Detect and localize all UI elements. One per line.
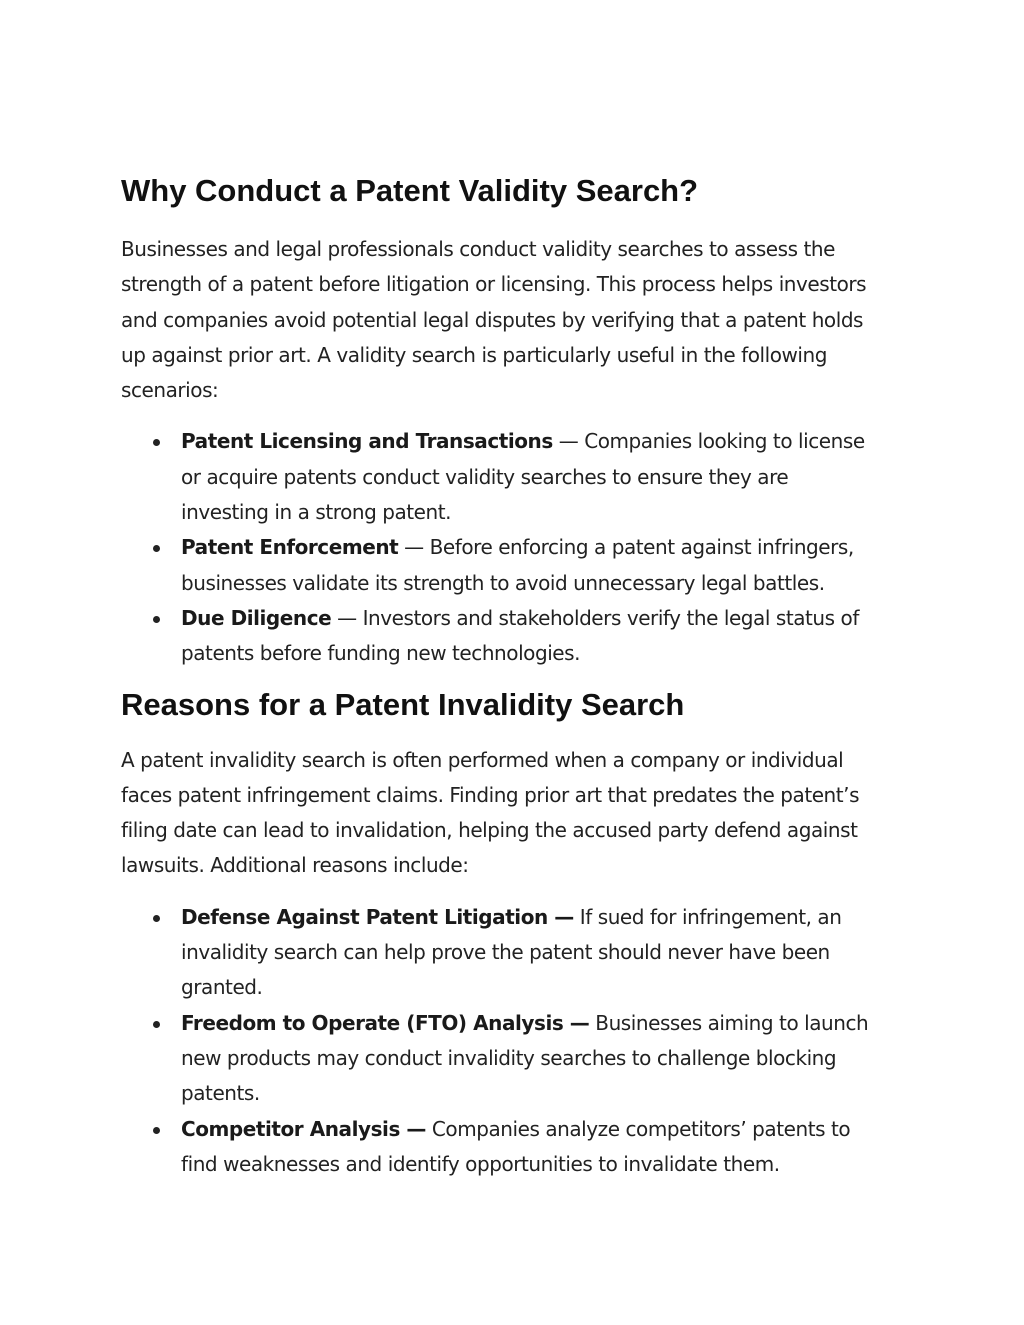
- paragraph-invalidity-intro: A patent invalidity search is often performed when a company or individual faces patent infringement claims. Finding prior art that predates the patent’s filing date can lead to invalidation, helping the accused party defend against lawsuits. Additional reasons include:: [121, 747, 860, 878]
- list-item: [121, 1112, 881, 1183]
- invalidity-reasons-list: [121, 900, 881, 1182]
- list-item-text: If sued for infringement, an invalidity search can help prove the patent should never have been granted.: [181, 904, 842, 1000]
- list-item-text: Investors and stakeholders verify the legal status of patents before funding new technologies.: [181, 605, 859, 666]
- validity-scenarios-list: [121, 424, 881, 671]
- section-title-invalidity-search: Reasons for a Patent Invalidity Search: [121, 686, 685, 722]
- list-item: [121, 530, 881, 601]
- list-item-text: Companies analyze competitors’ patents to find weaknesses and identify opportunities to invalidate them.: [181, 1116, 851, 1176]
- list-item: [121, 601, 881, 672]
- list-item-separator: —: [398, 535, 430, 560]
- list-item-text: Businesses aiming to launch new products may conduct invalidity searches to challenge blocking patents.: [181, 1010, 869, 1106]
- list-item: [121, 424, 881, 530]
- list-item-term: Patent Licensing and Transactions: [181, 429, 553, 454]
- list-item-term: Due Diligence: [181, 605, 332, 630]
- list-item-term: Defense Against Patent Litigation —: [181, 904, 574, 929]
- list-item: [121, 1006, 881, 1112]
- list-item-separator: —: [331, 605, 363, 630]
- bullet-dot-icon: [153, 915, 160, 922]
- list-item-text: Companies looking to license or acquire patents conduct validity searches to ensure they are investing in a strong patent.: [181, 429, 865, 525]
- bullet-dot-icon: [153, 439, 160, 446]
- paragraph-validity-intro: Businesses and legal professionals conduct validity searches to assess the strength of a patent before litigation or licensing. This process helps investors and companies avoid potential legal disputes by verifying that a patent holds up against prior art. A validity search is particularly useful in the following scenarios:: [121, 237, 867, 403]
- list-item: [121, 900, 881, 1006]
- bullet-dot-icon: [153, 1127, 160, 1134]
- section-title-validity-search: Why Conduct a Patent Validity Search?: [121, 173, 699, 208]
- list-item-separator: —: [552, 429, 585, 454]
- list-item-text: Before enforcing a patent against infringers, businesses validate its strength to avoid unnecessary legal battles.: [181, 535, 854, 595]
- bullet-dot-icon: [153, 545, 160, 552]
- list-item-term: Patent Enforcement: [181, 535, 399, 560]
- bullet-dot-icon: [153, 616, 160, 623]
- list-item-term: Freedom to Operate (FTO) Analysis —: [181, 1010, 590, 1035]
- document-page: [121, 168, 881, 1182]
- list-item-term: Competitor Analysis —: [181, 1116, 426, 1141]
- bullet-dot-icon: [153, 1021, 160, 1028]
